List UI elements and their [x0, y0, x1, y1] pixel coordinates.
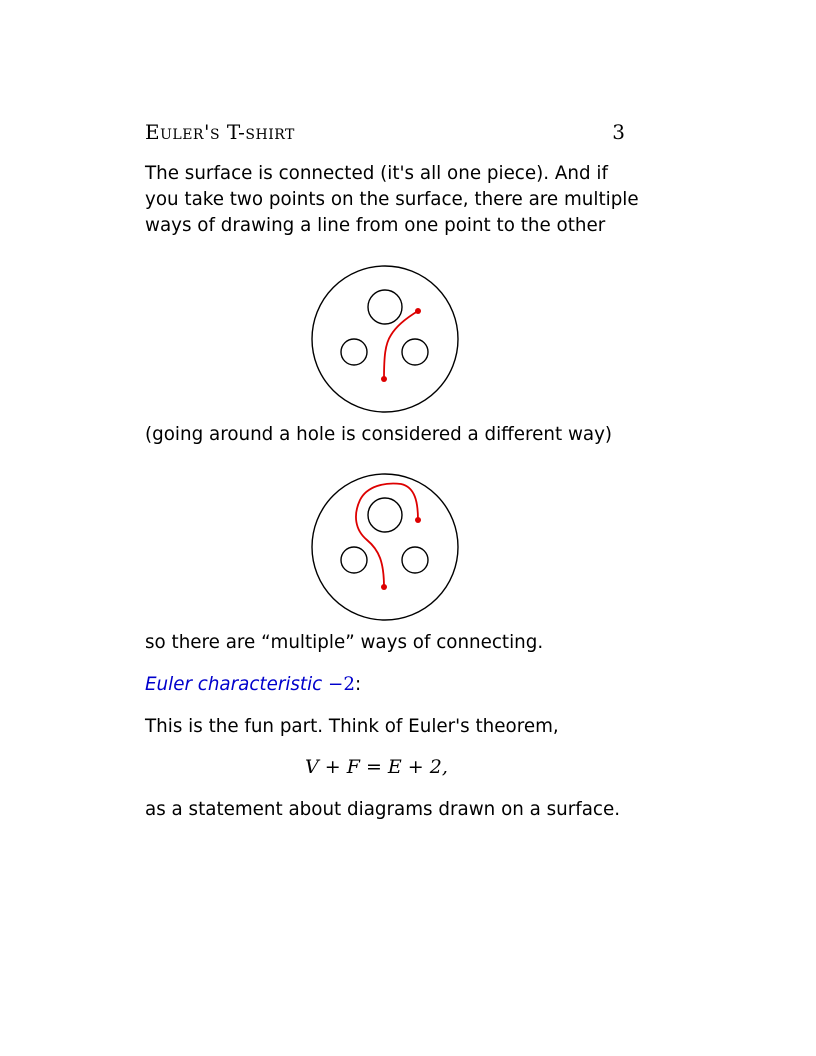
heading-colon: : — [355, 674, 362, 695]
connecting-path — [384, 311, 418, 379]
hole-right — [402, 547, 428, 573]
paragraph-hole-note: (going around a hole is considered a different way) — [145, 424, 613, 445]
euler-equation: V + F = E + 2, — [305, 756, 448, 778]
hole-top — [368, 290, 402, 324]
paragraph-line: The surface is connected (it's all one piece). And if — [145, 163, 608, 184]
euler-characteristic-heading — [145, 672, 630, 698]
paragraph-multiple-ways: so there are “multiple” ways of connecting. — [145, 632, 544, 653]
paragraph-line: ways of drawing a line from one point to the other — [145, 215, 606, 236]
paragraph-connected — [145, 161, 639, 239]
surface-boundary — [312, 474, 458, 620]
paragraph-statement: as a statement about diagrams drawn on a surface. — [145, 799, 621, 820]
paragraph-line: you take two points on the surface, there are multiple — [145, 189, 639, 210]
surface-diagram-loop-path — [305, 470, 465, 630]
hole-top — [368, 498, 402, 532]
path-end-point — [415, 517, 421, 523]
paragraph-fun-part: This is the fun part. Think of Euler's theorem, — [145, 716, 559, 737]
path-start-point — [381, 584, 387, 590]
surface-boundary — [312, 266, 458, 412]
page-number: 3 — [612, 120, 625, 144]
running-header — [145, 120, 625, 150]
hole-left — [341, 547, 367, 573]
header-title: Euler's T-shirt — [145, 120, 295, 144]
path-start-point — [381, 376, 387, 382]
hole-left — [341, 339, 367, 365]
euler-characteristic-value: −2 — [328, 674, 355, 695]
hole-right — [402, 339, 428, 365]
surface-diagram-direct-path — [305, 262, 465, 422]
euler-characteristic-link[interactable]: Euler characteristic — [145, 674, 323, 695]
path-end-point — [415, 308, 421, 314]
